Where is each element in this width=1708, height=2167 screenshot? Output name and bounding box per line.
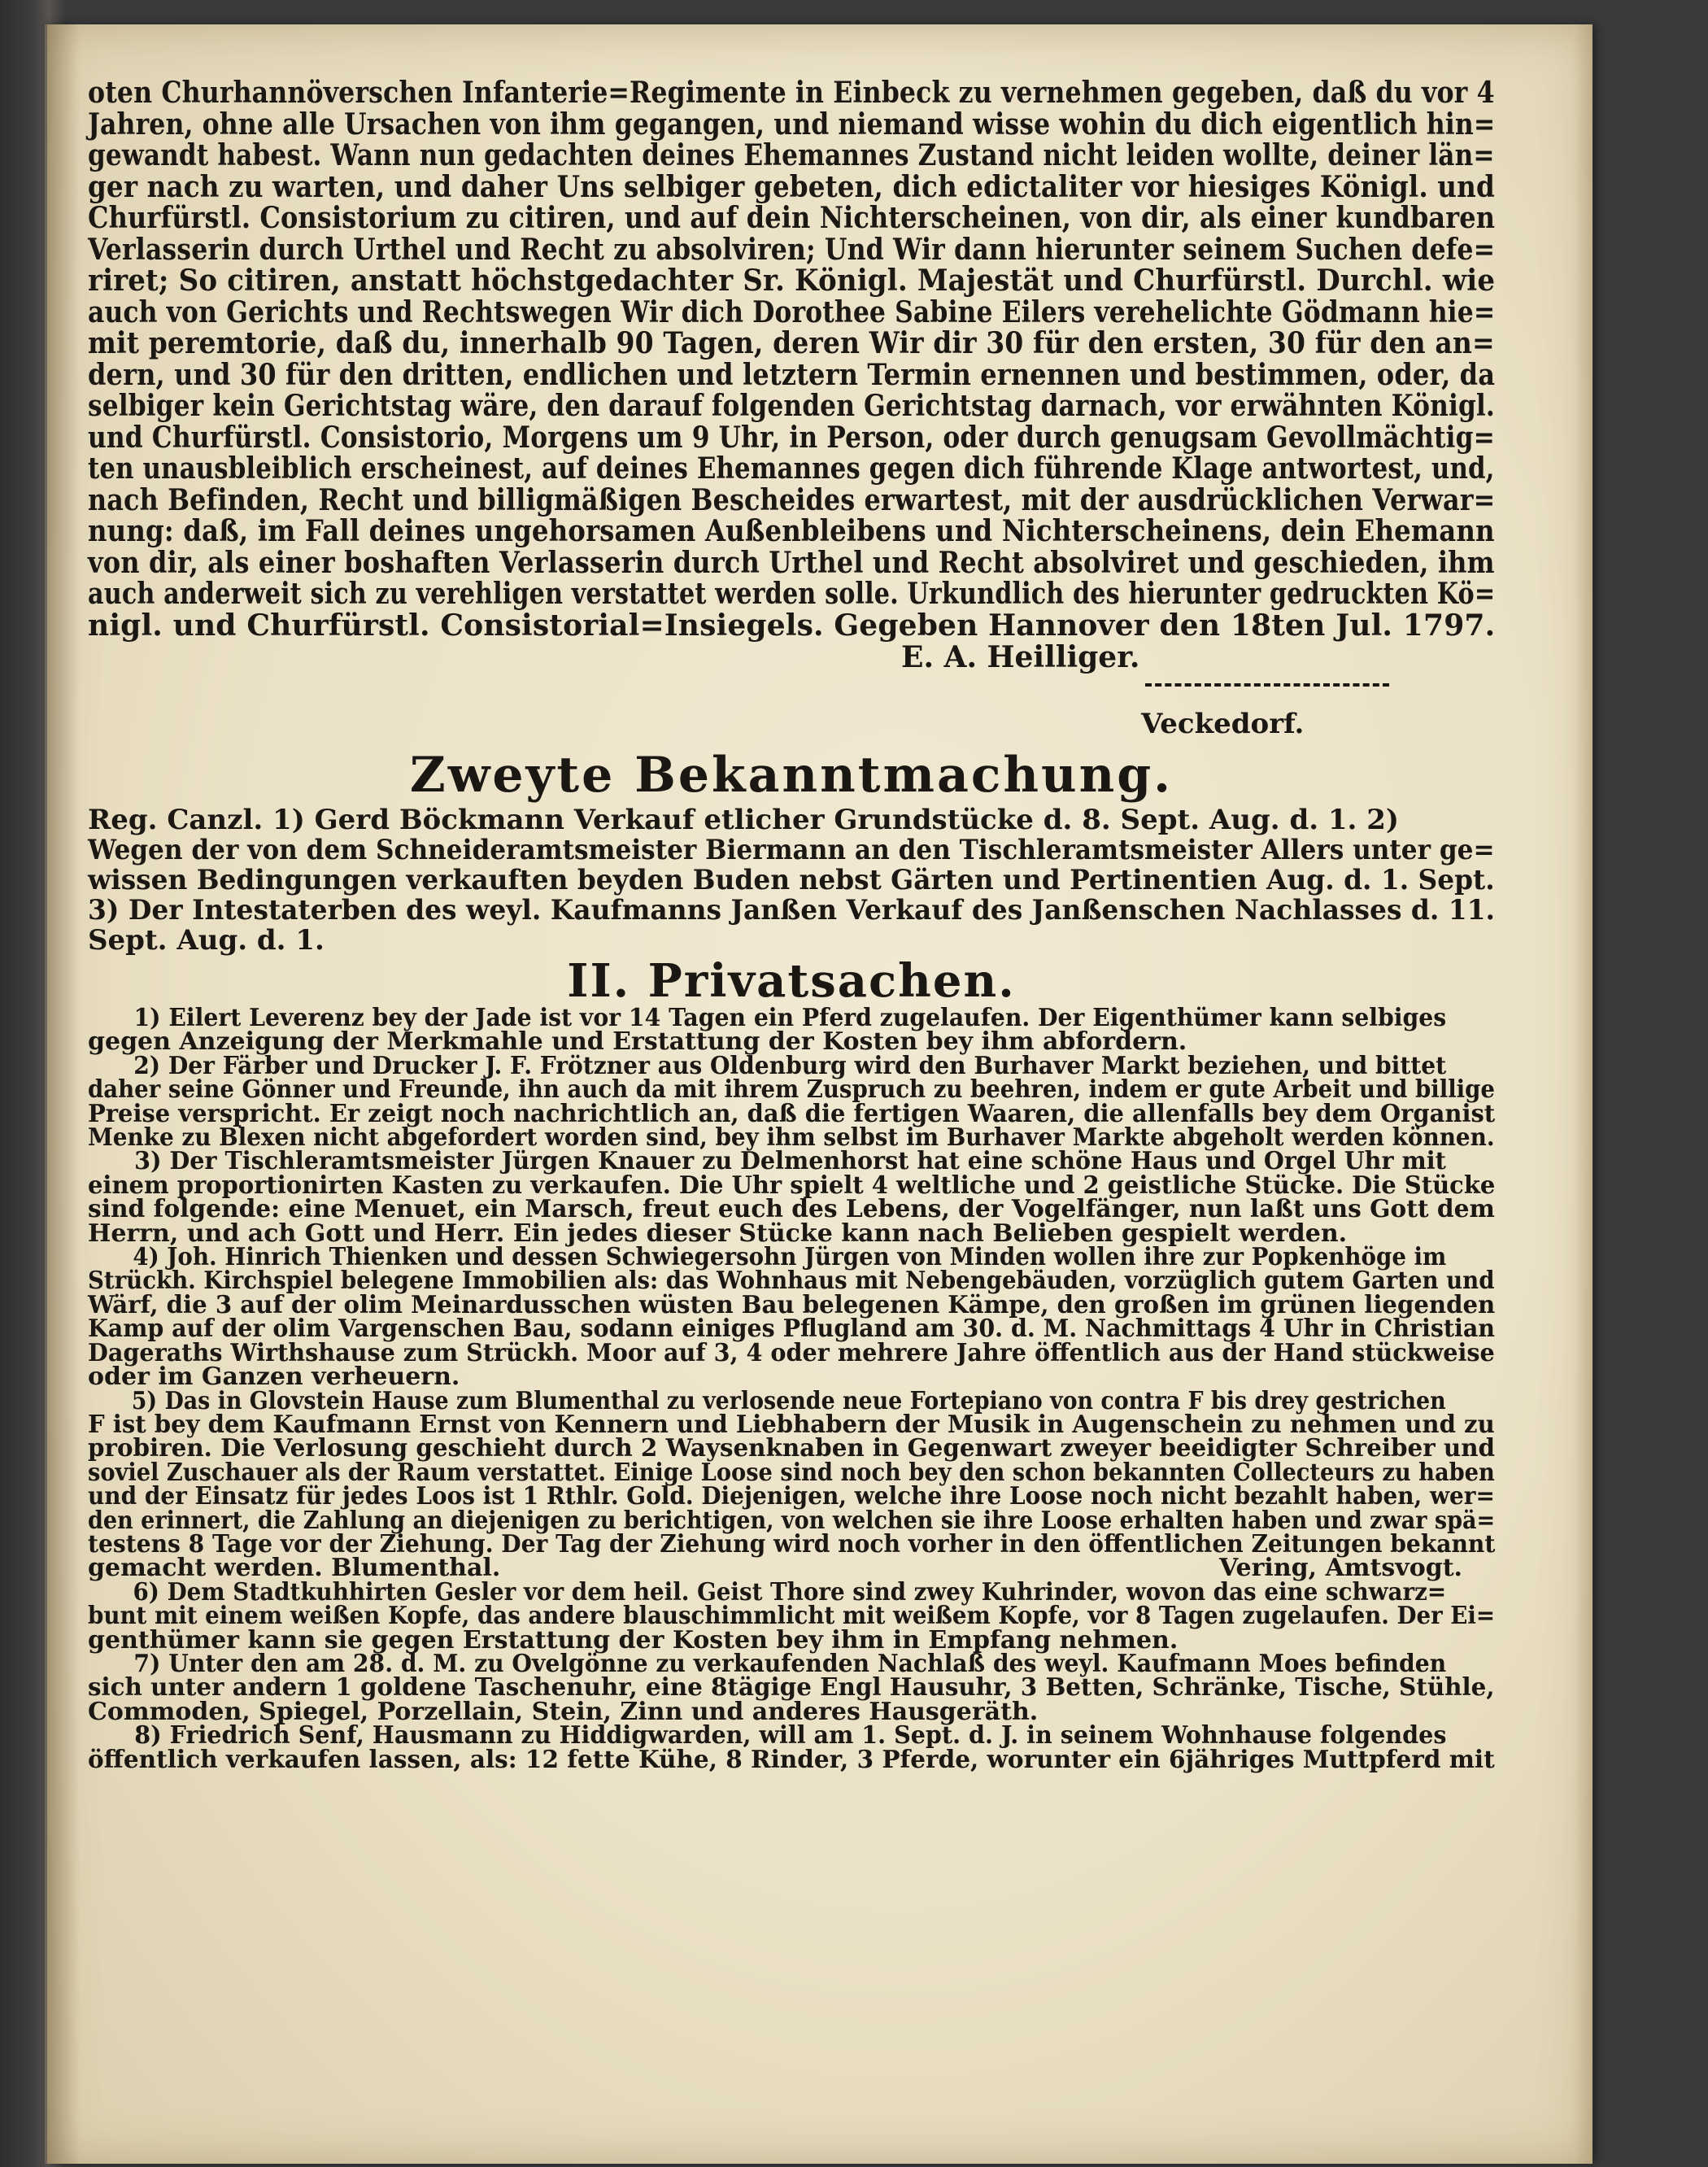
notice-line [88, 1363, 1495, 1392]
notice-line-text: Preise verspricht. Er zeigt noch nachrichtlich an, daß die fertigen Waaren, die allenfalls bey dem Organist [88, 1099, 1496, 1128]
notice-line [88, 1290, 1496, 1319]
notice-line [88, 1267, 1495, 1296]
separator [88, 674, 1495, 706]
notice-line-text: probiren. Die Verlosung geschieht durch 2 Waysenknaben in Gegenwart zweyer beeidigter Schreiber und [88, 1434, 1496, 1463]
citation-line: Jahren, ohne alle Ursachen von ihm gegangen, und niemand wisse wohin du dich eigentlich hin= [88, 107, 1496, 142]
notice-line-text: genthümer kann sie gegen Erstattung der Kosten bey ihm in Empfang nehmen. [88, 1625, 1179, 1655]
notice-line-text: 7) Unter den am 28. d. M. zu Ovelgönne zu verkaufenden Nachlaß des weyl. Kaufmann Moes befinden [133, 1649, 1447, 1678]
citation-line: von dir, als einer boshaften Verlasserin durch Urthel und Recht absolviret und geschieden, ihm [88, 545, 1495, 580]
notice-line [88, 1219, 1495, 1248]
notice-line-text: daher seine Gönner und Freunde, ihn auch da mit ihrem Zuspruch zu beehren, indem er gute Arbeit und billige [88, 1075, 1495, 1105]
notice-line-text: 8) Friedrich Senf, Hausmann zu Hiddigwarden, will am 1. Sept. d. J. in seinem Wohnhause folgendes [134, 1721, 1447, 1751]
notice-line-text: gegen Anzeigung der Merkmahle und Erstattung der Kosten bey ihm abfordern. [88, 1027, 1187, 1057]
notice-line [88, 1577, 1447, 1607]
notice-line [88, 1602, 1496, 1631]
notice-line [88, 1554, 1495, 1583]
notice-line-text: öffentlich verkaufen lassen, als: 12 fette Kühe, 8 Rinder, 3 Pferde, worunter ein 6jähriges Muttpferd mit [88, 1745, 1495, 1774]
notice-line [88, 1673, 1495, 1703]
place-name: Veckedorf. [1141, 708, 1305, 740]
newspaper-page [45, 24, 1593, 2164]
notice-line [88, 1745, 1495, 1774]
signer-name: E. A. Heilliger. [901, 640, 1140, 674]
citation-line: riret; So citiren, anstatt höchstgedachter Sr. Königl. Majestät und Churfürstl. Durchl. wie [88, 264, 1496, 298]
notice-line-text: Kamp auf der olim Vargenschen Bau, sodann einiges Pflugland am 30. d. M. Nachmittags 4 Uhr in Christian [88, 1315, 1495, 1344]
notice-line-text: Dageraths Wirthshause zum Strückh. Moor auf 3, 4 oder mehrere Jahre öffentlich aus der Hand stückweise [88, 1338, 1495, 1367]
notice-line [88, 1721, 1447, 1751]
announcement-line: Wegen der von dem Schneideramtsmeister Biermann an den Tischleramtsmeister Allers unter ge= [88, 834, 1495, 866]
notice-line [88, 1004, 1447, 1032]
notice-line [88, 1529, 1496, 1559]
notice-line [88, 1625, 1495, 1655]
notice-line [88, 1099, 1496, 1128]
citation-line: nach Befinden, Recht und billigmäßigen Bescheides erwartest, mit der ausdrücklichen Verwar= [88, 482, 1496, 517]
announcement-line: Sept. Aug. d. 1. [88, 924, 325, 957]
notice-line [88, 1506, 1496, 1535]
notice-line [88, 1649, 1447, 1678]
notice-line-text: den erinnert, die Zahlung an diejenigen zu berichtigen, von welchen sie ihre Loose erhalten haben und zwar spä= [88, 1506, 1496, 1535]
citation-line: auch anderweit sich zu verehligen verstattet werden solle. Urkundlich des hierunter gedruckten Kö= [88, 577, 1496, 611]
citation-line: Verlasserin durch Urthel und Recht zu absolviren; Und Wir dann hierunter seinem Suchen defe= [88, 232, 1496, 267]
notice-line [88, 1195, 1495, 1224]
notice-line [88, 1482, 1495, 1511]
notice-line-text: testens 8 Tage vor der Ziehung. Der Tag der Ziehung wird noch vorher in den öffentlichen Zeitungen bekannt [88, 1529, 1496, 1559]
citation-line: und Churfürstl. Consistorio, Morgens um 9 Uhr, in Person, oder durch genugsam Gevollmächtig= [88, 420, 1495, 455]
section-heading: Zweyte Bekanntmachung. [409, 747, 1174, 804]
notice-line [88, 1171, 1496, 1200]
notice-line-text: Wärf, die 3 auf der olim Meinardusschen wüsten Bau belegenen Kämpe, den großen im grünen liegenden [88, 1290, 1496, 1319]
citation-line: dern, und 30 für den dritten, endlichen und letztern Termin ernennen und bestimmen, oder, da [88, 357, 1496, 392]
notice-line [88, 1434, 1496, 1463]
announcement-line: wissen Bedingungen verkauften beyden Buden nebst Gärten und Pertinentien Aug. d. 1. Sept. [88, 864, 1495, 896]
notice-line-text: 4) Joh. Hinrich Thienken und dessen Schwiegersohn Jürgen von Minden wollen ihre zur Popkenhöge im [133, 1243, 1447, 1272]
page-text [88, 77, 1495, 1772]
citation-signature [88, 641, 1495, 674]
notice-line-text: F ist bey dem Kaufmann Ernst von Kennern und Liebhabern der Musik in Augenschein zu nehmen und zu [88, 1410, 1495, 1439]
notice-line-text: gemacht werden. Blumenthal. [88, 1554, 501, 1583]
announcement-line: Reg. Canzl. 1) Gerd Böckmann Verkauf etlicher Grundstücke d. 8. Sept. Aug. d. 1. 2) [88, 804, 1399, 836]
notice-line [88, 1123, 1495, 1153]
second-announcement [88, 805, 1495, 956]
citation-line: auch von Gerichts und Rechtswegen Wir dich Dorothee Sabine Eilers verehelichte Gödmann hie= [88, 294, 1496, 329]
notice-line-text: 6) Dem Stadtkuhhirten Gesler vor dem heil. Geist Thore sind zwey Kuhrinder, wovon das eine schwarz= [133, 1577, 1447, 1607]
notice-line [88, 1386, 1446, 1415]
binding-shadow [47, 24, 80, 2164]
citation-line: mit peremtorie, daß du, innerhalb 90 Tagen, deren Wir dir 30 für den ersten, 30 für den an= [88, 326, 1495, 360]
notice-line-text: Commoden, Spiegel, Porzellain, Stein, Zinn und anderes Hausgeräth. [88, 1697, 1039, 1726]
private-matters-heading: II. Privatsachen. [567, 954, 1016, 1008]
notice-line-text: 5) Das in Glovstein Hause zum Blumenthal zu verlosende neue Fortepiano von contra F bis drey gestrichen [131, 1386, 1446, 1415]
notice-line [88, 1075, 1495, 1105]
notice-line-text: sich unter andern 1 goldene Taschenuhr, eine 8tägige Engl Hausuhr, 3 Betten, Schränke, Tische, Stühle, [88, 1673, 1495, 1703]
official-signature: Vering, Amtsvogt. [1219, 1554, 1462, 1583]
notice-line [88, 1051, 1447, 1080]
citation-line: gewandt habest. Wann nun gedachten deines Ehemannes Zustand nicht leiden wollte, deiner län= [88, 138, 1495, 172]
notice-line-text: bunt mit einem weißen Kopfe, das andere blauschimmlicht mit weißem Kopfe, vor 8 Tagen zugelaufen. Der Ei= [88, 1602, 1496, 1631]
notice-line-text: einem proportionirten Kasten zu verkaufen. Die Uhr spielt 4 weltliche und 2 geistliche Stücke. Die Stücke [88, 1171, 1496, 1200]
citation-line: oten Churhannöverschen Infanterie=Regimente in Einbeck zu vernehmen gegeben, daß du vor 4 [88, 76, 1495, 110]
announcement-line: 3) Der Intestaterben des weyl. Kaufmanns Janßen Verkauf des Janßenschen Nachlasses d. 11. [88, 894, 1496, 927]
notice-line [88, 1338, 1495, 1367]
notice-line-text: Menke zu Blexen nicht abgefordert worden sind, bey ihm selbst im Burhaver Markte abgeholt werden können. [88, 1123, 1495, 1153]
notice-line-text: und der Einsatz für jedes Loos ist 1 Rthlr. Gold. Diejenigen, welche ihre Loose noch nicht bezahlt haben, wer= [88, 1482, 1495, 1511]
notice-line [88, 1147, 1446, 1176]
citation-line: selbiger kein Gerichtstag wäre, den darauf folgenden Gerichtstag darnach, vor erwähnten Königl. [88, 389, 1495, 423]
citation-line: nigl. und Churfürstl. Consistorial=Insiegels. Gegeben Hannover den 18ten Jul. 1797. [88, 608, 1496, 643]
notice-line-text: soviel Zuschauer als der Raum verstattet. Einige Loose sind noch bey den schon bekannten Collecteurs zu haben [88, 1458, 1495, 1487]
notice-line-text: Strückh. Kirchspiel belegene Immobilien als: das Wohnhaus mit Nebengebäuden, vorzüglich gutem Garten und [88, 1267, 1495, 1296]
notice-line [88, 1243, 1447, 1272]
citation-line: Churfürstl. Consistorium zu citiren, und auf dein Nichterscheinen, von dir, als einer kundbaren [88, 201, 1496, 235]
notice-line [88, 1458, 1495, 1487]
separator-line [1145, 683, 1389, 687]
citation-line: nung: daß, im Fall deines ungehorsamen Außenbleibens und Nichterscheinens, dein Ehemann [88, 514, 1495, 548]
notice-line [88, 1410, 1495, 1439]
notice-line-text: 3) Der Tischleramtsmeister Jürgen Knauer zu Delmenhorst hat eine schöne Haus und Orgel Uhr mit [134, 1147, 1446, 1176]
page-edge [1575, 24, 1593, 2164]
citation-line: ten unausbleiblich erscheinest, auf deines Ehemannes gegen dich führende Klage antwortest, und, [88, 451, 1495, 486]
notice-line [88, 1027, 1495, 1057]
notice-line [88, 1697, 1495, 1726]
private-notices [88, 1006, 1495, 1772]
notice-line [88, 1315, 1495, 1344]
citation-notice [88, 77, 1495, 641]
notice-line-text: 2) Der Färber und Drucker J. F. Frötzner aus Oldenburg wird den Burhaver Markt beziehen, und bittet [133, 1051, 1447, 1080]
notice-line-text: oder im Ganzen verheuern. [88, 1363, 460, 1392]
notice-line-text: 1) Eilert Leverenz bey der Jade ist vor 14 Tagen ein Pferd zugelaufen. Der Eigenthümer kann selbiges [133, 1004, 1447, 1032]
notice-line-text: sind folgende: eine Menuet, ein Marsch, freut euch des Lebens, der Vogelfänger, nun laßt uns Gott dem [88, 1195, 1495, 1224]
notice-line-text: Herrn, und ach Gott und Herr. Ein jedes dieser Stücke kann nach Belieben gespielt werden. [88, 1219, 1348, 1248]
citation-line: ger nach zu warten, und daher Uns selbiger gebeten, dich edictaliter vor hiesiges Königl. und [88, 169, 1495, 204]
